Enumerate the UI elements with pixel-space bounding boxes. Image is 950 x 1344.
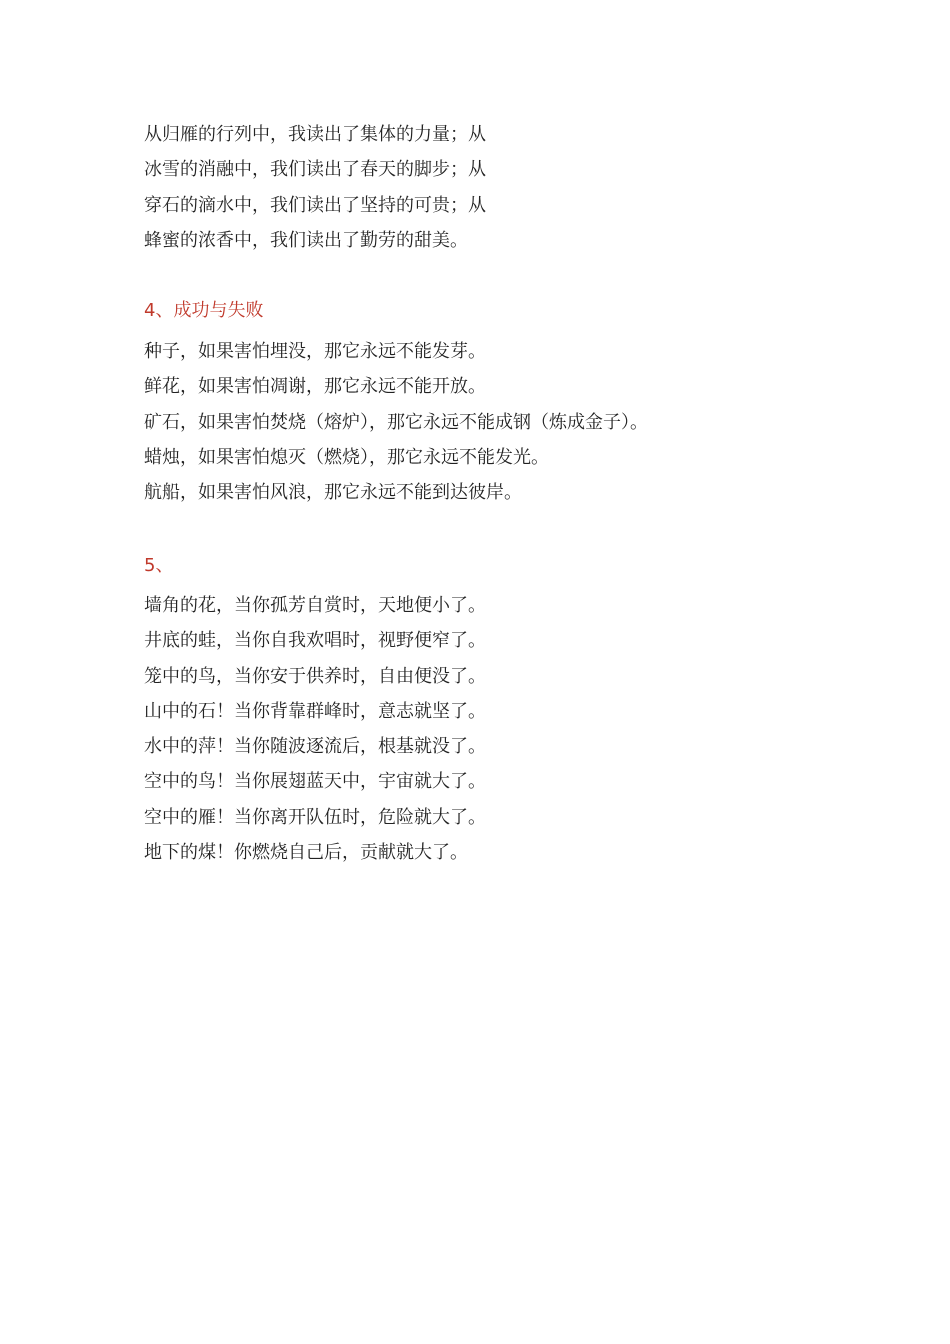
section-4-line: 航船，如果害怕风浪，那它永远不能到达彼岸。 — [144, 482, 522, 504]
section-4-line: 矿石，如果害怕焚烧（熔炉），那它永远不能成钢（炼成金子）。 — [144, 411, 648, 433]
section-5-line: 笼中的鸟，当你安于供养时，自由便没了。 — [144, 665, 486, 687]
section-5-paragraph — [144, 588, 844, 870]
section-4-header — [144, 293, 844, 328]
section-5-line: 墙角的花，当你孤芳自赏时，天地便小了。 — [144, 595, 486, 616]
intro-line: 从归雁的行列中，我读出了集体的力量；从 — [144, 124, 486, 145]
section-5-heading: 5、 — [144, 555, 174, 576]
intro-line: 冰雪的消融中，我们读出了春天的脚步；从 — [144, 159, 486, 181]
section-5-line: 空中的鸟！当你展翅蓝天中，宇宙就大了。 — [144, 771, 486, 793]
section-5-line: 地下的煤！你燃烧自己后，贡献就大了。 — [144, 842, 468, 864]
section-4-line: 鲜花，如果害怕凋谢，那它永远不能开放。 — [144, 376, 486, 398]
intro-line: 穿石的滴水中，我们读出了坚持的可贵；从 — [144, 194, 486, 216]
section-5-line: 山中的石！当你背靠群峰时，意志就坚了。 — [144, 700, 486, 722]
section-4-line: 种子，如果害怕埋没，那它永远不能发芽。 — [144, 341, 486, 362]
intro-line: 蜂蜜的浓香中，我们读出了勤劳的甜美。 — [144, 229, 468, 251]
intro-paragraph — [144, 117, 844, 258]
section-5-line: 水中的萍！当你随波逐流后，根基就没了。 — [144, 736, 486, 758]
section-5-line: 空中的雁！当你离开队伍时，危险就大了。 — [144, 806, 486, 828]
section-4-heading: 4、成功与失败 — [144, 300, 264, 321]
section-4-line: 蜡烛，如果害怕熄灭（燃烧），那它永远不能发光。 — [144, 446, 549, 468]
section-5-line: 井底的蛙，当你自我欢唱时，视野便窄了。 — [144, 630, 486, 652]
section-4-paragraph — [144, 334, 844, 510]
section-5-header — [144, 548, 844, 583]
